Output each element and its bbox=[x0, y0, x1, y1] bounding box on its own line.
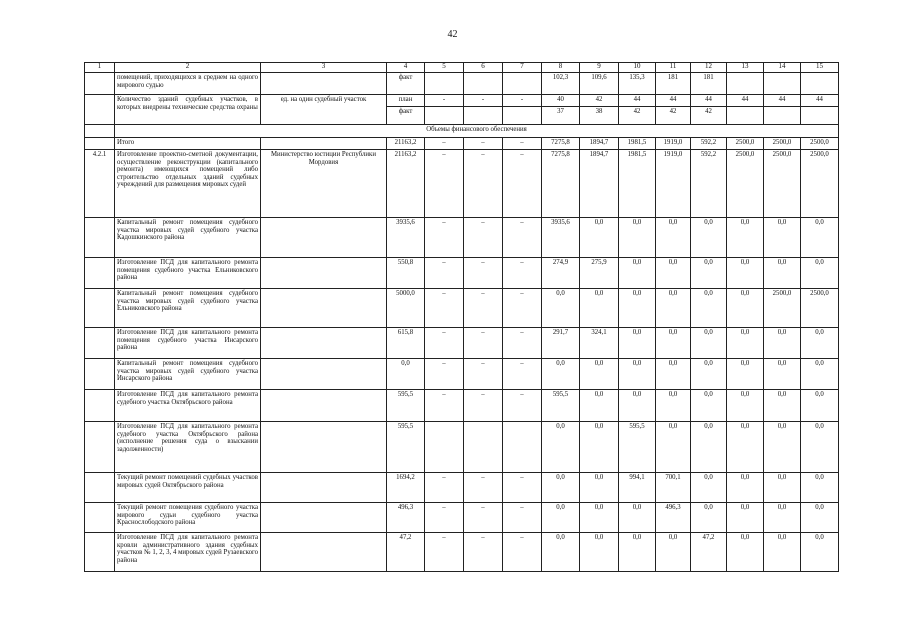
table-row bbox=[85, 328, 839, 359]
value-cell: 0,0 bbox=[619, 328, 656, 359]
value-cell: 0,0 bbox=[691, 218, 727, 258]
value-cell: 0,0 bbox=[580, 359, 619, 390]
value-cell bbox=[425, 422, 464, 473]
value-cell: 274,9 bbox=[542, 258, 580, 289]
value-cell: – bbox=[464, 138, 503, 150]
value-cell: 102,3 bbox=[542, 73, 580, 95]
value-cell: – bbox=[464, 390, 503, 422]
value-cell: – bbox=[425, 533, 464, 572]
value-cell: – bbox=[425, 473, 464, 503]
value-cell: 181 bbox=[656, 73, 691, 95]
value-cell: – bbox=[464, 473, 503, 503]
value-cell: 0,0 bbox=[801, 328, 839, 359]
value-cell: – bbox=[503, 218, 542, 258]
indicator-label: помещений, приходящихся в среднем на одного мирового судью bbox=[115, 73, 261, 95]
value-cell: 0,0 bbox=[801, 503, 839, 533]
value-cell: 21163,2 bbox=[387, 138, 425, 150]
value-cell: 2500,0 bbox=[801, 289, 839, 328]
value-cell: 0,0 bbox=[619, 359, 656, 390]
value-cell: 0,0 bbox=[764, 328, 801, 359]
executor bbox=[261, 503, 387, 533]
value-cell: 0,0 bbox=[764, 359, 801, 390]
value-cell: - bbox=[425, 95, 464, 107]
value-cell: 0,0 bbox=[542, 289, 580, 328]
value-cell: 0,0 bbox=[542, 422, 580, 473]
value-cell: 0,0 bbox=[691, 503, 727, 533]
value-cell: - bbox=[503, 95, 542, 107]
item-description: Текущий ремонт помещений судебных участков мировых судей Октябрьского района bbox=[115, 473, 261, 503]
column-number: 5 bbox=[425, 63, 464, 73]
value-cell: – bbox=[503, 289, 542, 328]
total-label: Итого bbox=[115, 138, 261, 150]
value-cell: 1919,0 bbox=[656, 138, 691, 150]
table-cell bbox=[425, 107, 464, 125]
value-cell: – bbox=[503, 473, 542, 503]
value-cell: 0,0 bbox=[691, 359, 727, 390]
value-cell: 1981,5 bbox=[619, 150, 656, 218]
value-cell: 0,0 bbox=[691, 422, 727, 473]
executor bbox=[261, 328, 387, 359]
value-cell: 0,0 bbox=[764, 390, 801, 422]
value-cell: 0,0 bbox=[727, 218, 764, 258]
value-cell: 0,0 bbox=[580, 422, 619, 473]
table-cell bbox=[261, 138, 387, 150]
value-cell: 0,0 bbox=[727, 390, 764, 422]
value-cell: – bbox=[503, 503, 542, 533]
value-cell: 994,1 bbox=[619, 473, 656, 503]
column-number: 8 bbox=[542, 63, 580, 73]
value-cell bbox=[464, 422, 503, 473]
column-number: 9 bbox=[580, 63, 619, 73]
value-cell: 5000,0 bbox=[387, 289, 425, 328]
value-cell: 2500,0 bbox=[727, 138, 764, 150]
value-cell: 595,5 bbox=[387, 390, 425, 422]
value-cell: 38 bbox=[580, 107, 619, 125]
value-cell: 0,0 bbox=[727, 422, 764, 473]
value-kind: факт bbox=[387, 73, 425, 95]
row-number bbox=[85, 503, 115, 533]
value-cell: 1694,2 bbox=[387, 473, 425, 503]
value-cell bbox=[503, 422, 542, 473]
value-cell: 40 bbox=[542, 95, 580, 107]
table-row bbox=[85, 289, 839, 328]
item-description: Капитальный ремонт помещения судебного участка мировых судей судебного участка Кадошкинского района bbox=[115, 218, 261, 258]
section-title: Объемы финансового обеспечения bbox=[115, 125, 839, 138]
value-cell bbox=[801, 73, 839, 95]
value-cell: 44 bbox=[656, 95, 691, 107]
row-number bbox=[85, 359, 115, 390]
value-cell bbox=[727, 73, 764, 95]
value-cell: 615,8 bbox=[387, 328, 425, 359]
value-cell: 0,0 bbox=[619, 533, 656, 572]
executor bbox=[261, 258, 387, 289]
executor bbox=[261, 289, 387, 328]
table-cell bbox=[503, 107, 542, 125]
value-cell: 595,5 bbox=[387, 422, 425, 473]
value-cell: 0,0 bbox=[801, 473, 839, 503]
value-cell: 0,0 bbox=[691, 473, 727, 503]
value-cell: – bbox=[425, 258, 464, 289]
table-row bbox=[85, 150, 839, 218]
value-cell: 0,0 bbox=[727, 359, 764, 390]
value-cell: 2500,0 bbox=[764, 289, 801, 328]
value-cell: 0,0 bbox=[619, 258, 656, 289]
item-description: Изготовление ПСД для капитального ремонта судебного участка Октябрьского района (исполнение решения суда о взыскании задолженности) bbox=[115, 422, 261, 473]
value-cell: 1894,7 bbox=[580, 138, 619, 150]
table-cell bbox=[85, 95, 115, 125]
column-number: 2 bbox=[115, 63, 261, 73]
value-cell: 0,0 bbox=[727, 289, 764, 328]
value-cell: 42 bbox=[691, 107, 727, 125]
value-cell: 47,2 bbox=[387, 533, 425, 572]
value-cell: 0,0 bbox=[764, 422, 801, 473]
value-cell: 0,0 bbox=[580, 473, 619, 503]
column-number: 14 bbox=[764, 63, 801, 73]
row-number bbox=[85, 422, 115, 473]
table-row bbox=[85, 258, 839, 289]
executor bbox=[261, 359, 387, 390]
value-cell: 0,0 bbox=[656, 289, 691, 328]
item-description: Текущий ремонт помещения судебного участка мирового судьи судебного участка Краснослободского района bbox=[115, 503, 261, 533]
table-cell bbox=[261, 73, 387, 95]
value-cell: – bbox=[464, 218, 503, 258]
value-kind: план bbox=[387, 95, 425, 107]
value-cell: 0,0 bbox=[727, 503, 764, 533]
value-cell: – bbox=[503, 258, 542, 289]
value-cell: 0,0 bbox=[542, 533, 580, 572]
value-cell: 0,0 bbox=[801, 533, 839, 572]
column-number: 7 bbox=[503, 63, 542, 73]
item-description: Изготовление ПСД для капитального ремонта помещения судебного участка Инсарского района bbox=[115, 328, 261, 359]
column-number: 15 bbox=[801, 63, 839, 73]
table-cell bbox=[464, 73, 503, 95]
value-cell: 0,0 bbox=[542, 473, 580, 503]
value-cell: 592,2 bbox=[691, 138, 727, 150]
value-cell: 324,1 bbox=[580, 328, 619, 359]
row-number: 4.2.1 bbox=[85, 150, 115, 218]
value-cell: 2500,0 bbox=[764, 138, 801, 150]
value-cell: – bbox=[503, 390, 542, 422]
column-number: 12 bbox=[691, 63, 727, 73]
column-number: 11 bbox=[656, 63, 691, 73]
value-cell: 0,0 bbox=[387, 359, 425, 390]
executor: Министерство юстиции Республики Мордовия bbox=[261, 150, 387, 218]
column-number: 4 bbox=[387, 63, 425, 73]
executor bbox=[261, 390, 387, 422]
value-cell: 3935,6 bbox=[387, 218, 425, 258]
value-cell: 0,0 bbox=[542, 359, 580, 390]
value-cell: 0,0 bbox=[801, 258, 839, 289]
row-number bbox=[85, 289, 115, 328]
value-cell: 0,0 bbox=[727, 473, 764, 503]
value-cell: – bbox=[503, 533, 542, 572]
unit-label: ед. на один судебный участок bbox=[261, 95, 387, 125]
value-cell: 592,2 bbox=[691, 150, 727, 218]
value-cell: 0,0 bbox=[764, 473, 801, 503]
value-cell: 0,0 bbox=[656, 359, 691, 390]
item-description: Изготовление ПСД для капитального ремонта судебного участка Октябрьского района bbox=[115, 390, 261, 422]
value-cell: 2500,0 bbox=[801, 150, 839, 218]
value-cell: – bbox=[425, 503, 464, 533]
value-cell: – bbox=[464, 150, 503, 218]
value-cell: - bbox=[464, 95, 503, 107]
value-cell: 44 bbox=[801, 95, 839, 107]
value-cell: 0,0 bbox=[764, 533, 801, 572]
financing-table bbox=[84, 62, 839, 572]
value-cell: 0,0 bbox=[656, 328, 691, 359]
value-cell: 109,6 bbox=[580, 73, 619, 95]
value-cell: – bbox=[503, 150, 542, 218]
value-cell: 0,0 bbox=[691, 258, 727, 289]
value-cell: 0,0 bbox=[691, 390, 727, 422]
table-row bbox=[85, 473, 839, 503]
value-cell: 0,0 bbox=[619, 289, 656, 328]
table-row bbox=[85, 73, 839, 95]
value-cell bbox=[727, 107, 764, 125]
value-cell bbox=[801, 107, 839, 125]
value-cell: – bbox=[425, 150, 464, 218]
column-number: 3 bbox=[261, 63, 387, 73]
value-cell: 1981,5 bbox=[619, 138, 656, 150]
value-cell: 44 bbox=[691, 95, 727, 107]
executor bbox=[261, 422, 387, 473]
value-cell: 42 bbox=[580, 95, 619, 107]
value-cell: 135,3 bbox=[619, 73, 656, 95]
value-kind: факт bbox=[387, 107, 425, 125]
value-cell: 0,0 bbox=[656, 422, 691, 473]
value-cell: 0,0 bbox=[656, 533, 691, 572]
table-row bbox=[85, 503, 839, 533]
value-cell: 2500,0 bbox=[801, 138, 839, 150]
table-cell bbox=[85, 138, 115, 150]
value-cell: 496,3 bbox=[387, 503, 425, 533]
value-cell: 181 bbox=[691, 73, 727, 95]
table-cell bbox=[464, 107, 503, 125]
value-cell: 0,0 bbox=[801, 218, 839, 258]
value-cell: 47,2 bbox=[691, 533, 727, 572]
value-cell: 0,0 bbox=[764, 503, 801, 533]
value-cell: 550,8 bbox=[387, 258, 425, 289]
value-cell: 0,0 bbox=[764, 258, 801, 289]
page-number: 42 bbox=[447, 29, 458, 40]
table-cell bbox=[503, 73, 542, 95]
value-cell: 0,0 bbox=[580, 218, 619, 258]
indicator-label: Количество зданий судебных участков, в которых внедрены технические средства охраны bbox=[115, 95, 261, 125]
value-cell: 496,3 bbox=[656, 503, 691, 533]
table-row bbox=[85, 359, 839, 390]
value-cell: 2500,0 bbox=[764, 150, 801, 218]
value-cell: – bbox=[464, 359, 503, 390]
value-cell: 0,0 bbox=[764, 218, 801, 258]
value-cell: 1919,0 bbox=[656, 150, 691, 218]
value-cell: 0,0 bbox=[619, 390, 656, 422]
value-cell: 595,5 bbox=[542, 390, 580, 422]
table-cell bbox=[85, 73, 115, 95]
value-cell: 7275,8 bbox=[542, 150, 580, 218]
value-cell: – bbox=[503, 359, 542, 390]
table-row bbox=[85, 95, 839, 107]
value-cell: 21163,2 bbox=[387, 150, 425, 218]
value-cell: 0,0 bbox=[801, 390, 839, 422]
value-cell: 0,0 bbox=[580, 289, 619, 328]
value-cell bbox=[764, 73, 801, 95]
table-cell bbox=[425, 73, 464, 95]
value-cell: – bbox=[425, 328, 464, 359]
item-description: Изготовление ПСД для капитального ремонта кровли административного здания судебных участков № 1, 2, 3, 4 мировых судей Рузаевского района bbox=[115, 533, 261, 572]
column-number-row bbox=[85, 63, 839, 73]
value-cell: – bbox=[464, 328, 503, 359]
table-row bbox=[85, 390, 839, 422]
executor bbox=[261, 533, 387, 572]
table-cell bbox=[85, 125, 115, 138]
value-cell: – bbox=[503, 328, 542, 359]
value-cell: 42 bbox=[619, 107, 656, 125]
column-number: 1 bbox=[85, 63, 115, 73]
value-cell: 291,7 bbox=[542, 328, 580, 359]
value-cell: 0,0 bbox=[656, 390, 691, 422]
value-cell: 42 bbox=[656, 107, 691, 125]
value-cell: 0,0 bbox=[656, 218, 691, 258]
value-cell: – bbox=[425, 289, 464, 328]
column-number: 6 bbox=[464, 63, 503, 73]
value-cell: 0,0 bbox=[727, 533, 764, 572]
item-description: Капитальный ремонт помещения судебного участка мировых судей судебного участка Ельниковского района bbox=[115, 289, 261, 328]
value-cell: 0,0 bbox=[580, 390, 619, 422]
value-cell: 0,0 bbox=[691, 328, 727, 359]
value-cell: 0,0 bbox=[542, 503, 580, 533]
item-description: Изготовление ПСД для капитального ремонта помещения судебного участка Ельниковского района bbox=[115, 258, 261, 289]
value-cell: 595,5 bbox=[619, 422, 656, 473]
value-cell: – bbox=[425, 218, 464, 258]
row-number bbox=[85, 218, 115, 258]
row-number bbox=[85, 473, 115, 503]
value-cell: 44 bbox=[764, 95, 801, 107]
value-cell: – bbox=[425, 359, 464, 390]
column-number: 10 bbox=[619, 63, 656, 73]
value-cell: – bbox=[464, 289, 503, 328]
column-number: 13 bbox=[727, 63, 764, 73]
value-cell: 700,1 bbox=[656, 473, 691, 503]
value-cell: – bbox=[464, 258, 503, 289]
value-cell: 37 bbox=[542, 107, 580, 125]
value-cell: 44 bbox=[619, 95, 656, 107]
total-row bbox=[85, 138, 839, 150]
section-header-row bbox=[85, 125, 839, 138]
value-cell: – bbox=[425, 138, 464, 150]
value-cell: – bbox=[464, 533, 503, 572]
value-cell: – bbox=[503, 138, 542, 150]
table-row bbox=[85, 218, 839, 258]
value-cell: 0,0 bbox=[727, 258, 764, 289]
table-row bbox=[85, 533, 839, 572]
value-cell: 0,0 bbox=[580, 503, 619, 533]
value-cell: 0,0 bbox=[801, 359, 839, 390]
value-cell: 44 bbox=[727, 95, 764, 107]
value-cell: 0,0 bbox=[656, 258, 691, 289]
value-cell: – bbox=[425, 390, 464, 422]
item-description: Капитальный ремонт помещения судебного участка мировых судей судебного участка Инсарского района bbox=[115, 359, 261, 390]
value-cell: – bbox=[464, 503, 503, 533]
value-cell: 0,0 bbox=[691, 289, 727, 328]
row-number bbox=[85, 533, 115, 572]
value-cell bbox=[764, 107, 801, 125]
table-row bbox=[85, 422, 839, 473]
table-body bbox=[85, 63, 839, 572]
value-cell: 0,0 bbox=[619, 218, 656, 258]
value-cell: 275,9 bbox=[580, 258, 619, 289]
value-cell: 3935,6 bbox=[542, 218, 580, 258]
item-description: Изготовление проектно-сметной документации, осуществление реконструкции (капитального ремонта) имеющихся помещений либо строительство отдельных зданий судебных учреждений для размещения мировых судей bbox=[115, 150, 261, 218]
row-number bbox=[85, 258, 115, 289]
value-cell: 1894,7 bbox=[580, 150, 619, 218]
value-cell: 0,0 bbox=[619, 503, 656, 533]
value-cell: 0,0 bbox=[727, 328, 764, 359]
row-number bbox=[85, 390, 115, 422]
value-cell: 7275,8 bbox=[542, 138, 580, 150]
executor bbox=[261, 218, 387, 258]
row-number bbox=[85, 328, 115, 359]
value-cell: 2500,0 bbox=[727, 150, 764, 218]
value-cell: 0,0 bbox=[580, 533, 619, 572]
value-cell: 0,0 bbox=[801, 422, 839, 473]
executor bbox=[261, 473, 387, 503]
